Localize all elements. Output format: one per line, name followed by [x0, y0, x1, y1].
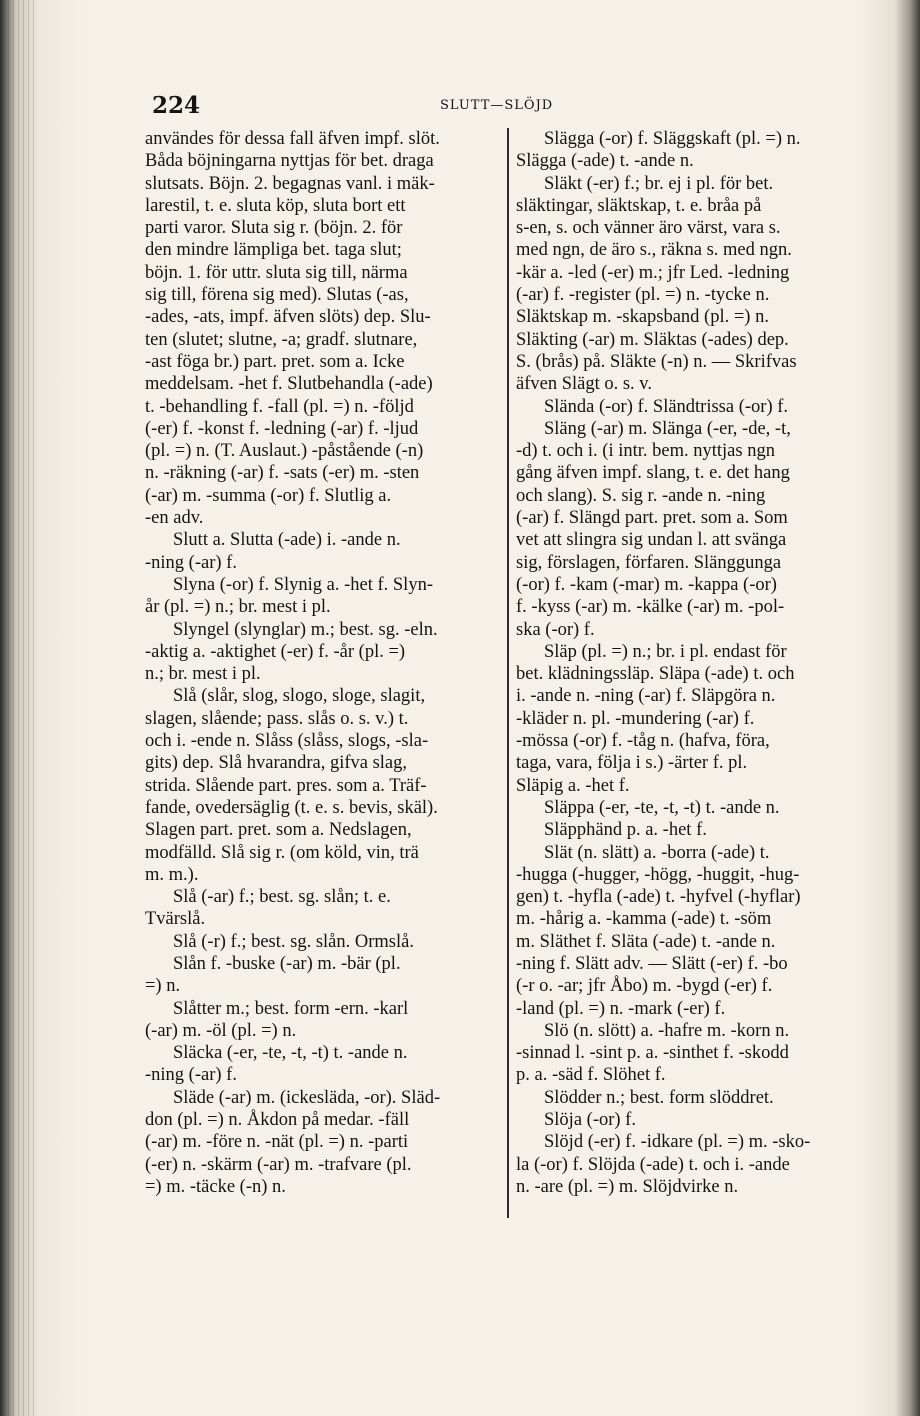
text-line: Släkt (-er) f.; br. ej i pl. för bet. [544, 173, 774, 194]
text-line: Slån f. -buske (-ar) m. -bär (pl. [173, 953, 401, 974]
text-line: gits) dep. Slå hvarandra, gifva slag, [145, 753, 408, 774]
text-line: -ning f. Slätt adv. — Slätt (-er) f. -bo [516, 953, 788, 974]
text-line: s-en, s. och vänner äro värst, vara s. [516, 218, 781, 239]
text-line: -ning (-ar) f. [145, 1065, 237, 1086]
text-line: sig, förslagen, förfaren. Slänggunga [516, 552, 782, 573]
text-line: t. -behandling f. -fall (pl. =) n. -följd [145, 396, 414, 417]
text-line: =) n. [145, 976, 181, 997]
text-line: Tvärslå. [145, 909, 206, 930]
text-line: slagen, slående; pass. slås o. s. v.) t. [145, 708, 409, 729]
text-line: Släktskap m. -skapsband (pl. =) n. [516, 307, 769, 328]
text-line: larestil, t. e. sluta köp, sluta bort ett [145, 195, 406, 216]
text-line: Släng (-ar) m. Slänga (-er, -de, -t, [544, 418, 791, 439]
text-line: Slutt a. Slutta (-ade) i. -ande n. [173, 530, 401, 551]
text-line: Slägga (-ade) t. -ande n. [516, 151, 694, 172]
text-line: m. Släthet f. Släta (-ade) t. -ande n. [516, 931, 776, 952]
text-line: -ast föga br.) part. pret. som a. Icke [145, 351, 405, 372]
column-divider [507, 128, 509, 1218]
text-line: ten (slutet; slutne, -a; gradf. slutnare, [145, 329, 418, 350]
text-line: (-or) f. -kam (-mar) m. -kappa (-or) [516, 574, 777, 595]
text-line: Släcka (-er, -te, -t, -t) t. -ande n. [173, 1043, 408, 1064]
text-line: användes för dessa fall äfven impf. slöt. [145, 129, 440, 149]
text-line: -kläder n. pl. -mundering (-ar) f. [516, 708, 755, 729]
text-line: S. (brås) på. Släkte (-n) n. — Skrifvas [516, 351, 797, 372]
text-line: -kär a. -led (-er) m.; jfr Led. -ledning [516, 262, 790, 283]
text-line: Slå (-ar) f.; best. sg. slån; t. e. [173, 887, 391, 908]
text-line: släktingar, släktskap, t. e. bråa på [516, 195, 762, 216]
text-line: (-ar) m. -öl (pl. =) n. [145, 1020, 297, 1041]
text-line: Släpig a. -het f. [516, 775, 630, 796]
text-line: (-ar) f. -register (pl. =) n. -tycke n. [516, 285, 770, 306]
text-line: Slägga (-or) f. Släggskaft (pl. =) n. [544, 129, 801, 149]
text-line: Slät (n. slätt) a. -borra (-ade) t. [544, 842, 770, 863]
text-line: sig till, förena sig med). Slutas (-as, [145, 285, 409, 306]
text-line: (-ar) m. -före n. -nät (pl. =) n. -parti [145, 1132, 409, 1153]
text-line: Släpphänd p. a. -het f. [544, 820, 707, 841]
text-line: böjn. 1. för uttr. sluta sig till, närma [145, 262, 408, 283]
text-line: meddelsam. -het f. Slutbehandla (-ade) [145, 374, 433, 395]
text-line: -ning (-ar) f. [145, 552, 237, 573]
text-line: don (pl. =) n. Åkdon på medar. -fäll [145, 1110, 410, 1131]
text-line: bet. klädningssläp. Släpa (-ade) t. och [516, 664, 795, 685]
text-line: strida. Slående part. pres. som a. Träf- [145, 775, 427, 796]
text-line: (-ar) f. Slängd part. pret. som a. Som [516, 508, 788, 529]
text-line: äfven Slägt o. s. v. [516, 374, 652, 395]
text-line: Slöjd (-er) f. -idkare (pl. =) m. -sko- [544, 1132, 811, 1153]
text-line: i. -ande n. -ning (-ar) f. Släpgöra n. [516, 686, 776, 707]
text-line: n.; br. mest i pl. [145, 664, 261, 685]
text-line: (pl. =) n. (T. Auslaut.) -påstående (-n) [145, 441, 424, 462]
text-line: n. -räkning (-ar) f. -sats (-er) m. -sten [145, 463, 420, 484]
binding-edge [8, 0, 38, 1416]
text-line: parti varor. Sluta sig r. (böjn. 2. för [145, 218, 403, 239]
text-line: år (pl. =) n.; br. mest i pl. [145, 597, 331, 618]
text-line: -hugga (-hugger, -högg, -huggit, -hug- [516, 864, 800, 885]
text-line: f. -kyss (-ar) m. -kälke (-ar) m. -pol- [516, 597, 785, 618]
left-column [145, 128, 503, 1198]
page-number: 224 [152, 92, 201, 119]
text-line: Släkting (-ar) m. Släktas (-ades) dep. [516, 329, 789, 350]
text-line: ska (-or) f. [516, 619, 595, 640]
text-line: =) m. -täcke (-n) n. [145, 1176, 286, 1197]
text-line: med ngn, de äro s., räkna s. med ngn. [516, 240, 792, 261]
text-line: Slå (slår, slog, slogo, sloge, slagit, [173, 686, 426, 707]
text-line: Släde (-ar) m. (ickesläda, -or). Släd- [173, 1087, 441, 1108]
text-line: (-er) n. -skärm (-ar) m. -trafvare (pl. [145, 1154, 412, 1175]
text-line: Slända (-or) f. Sländtrissa (-or) f. [544, 396, 789, 417]
text-line: Slöja (-or) f. [544, 1110, 636, 1131]
text-line: m. m.). [145, 864, 199, 885]
text-line: modfälld. Slå sig r. (om köld, vin, trä [145, 842, 419, 863]
text-line: -land (pl. =) n. -mark (-er) f. [516, 998, 726, 1019]
right-column [516, 128, 872, 1198]
text-line: Släppa (-er, -te, -t, -t) t. -ande n. [544, 797, 780, 818]
text-line: (-ar) m. -summa (-or) f. Slutlig a. [145, 485, 392, 506]
text-line: Slyna (-or) f. Slynig a. -het f. Slyn- [173, 574, 433, 595]
text-line: p. a. -säd f. Slöhet f. [516, 1065, 666, 1086]
text-line: och i. -ende n. Slåss (slåss, slogs, -sla- [145, 731, 429, 752]
text-line: och slang). S. sig r. -ande n. -ning [516, 485, 766, 506]
running-head: SLUTT—SLÖJD [440, 98, 554, 113]
text-line: gen) t. -hyfla (-ade) t. -hyfvel (-hyflar) [516, 887, 801, 908]
text-line: vet att slingra sig undan l. att svänga [516, 530, 787, 551]
text-line: m. -hårig a. -kamma (-ade) t. -söm [516, 909, 772, 930]
text-line: (-er) f. -konst f. -ledning (-ar) f. -ljud [145, 418, 419, 439]
text-line: Slö (n. slött) a. -hafre m. -korn n. [544, 1020, 790, 1041]
text-line: -mössa (-or) f. -tåg n. (hafva, föra, [516, 731, 770, 752]
page-header [140, 92, 880, 122]
text-line: gång äfven impf. slang, t. e. det hang [516, 463, 790, 484]
text-line: -d) t. och i. (i intr. bem. nyttjas ngn [516, 441, 775, 462]
text-line: Båda böjningarna nyttjas för bet. draga [145, 151, 434, 172]
text-line: Slödder n.; best. form slöddret. [544, 1087, 774, 1108]
text-line: -ades, -ats, impf. äfven slöts) dep. Slu- [145, 307, 431, 328]
text-line: n. -are (pl. =) m. Slöjdvirke n. [516, 1176, 739, 1197]
text-line: -sinnad l. -sint p. a. -sinthet f. -skodd [516, 1043, 789, 1064]
text-line: taga, vara, följa i s.) -ärter f. pl. [516, 753, 748, 774]
text-line: slutsats. Böjn. 2. begagnas vanl. i mäk- [145, 173, 435, 194]
text-line: Slåtter m.; best. form -ern. -karl [173, 998, 409, 1019]
text-line: -aktig a. -aktighet (-er) f. -år (pl. =) [145, 641, 406, 662]
text-line: den mindre lämpliga bet. taga slut; [145, 240, 402, 261]
text-line: -en adv. [145, 508, 204, 529]
text-line: fande, ovedersäglig (t. e. s. bevis, skäl). [145, 797, 438, 818]
text-line: Slagen part. pret. som a. Nedslagen, [145, 820, 412, 841]
text-line: Slå (-r) f.; best. sg. slån. Ormslå. [173, 931, 414, 952]
text-line: la (-or) f. Slöjda (-ade) t. och i. -ande [516, 1154, 790, 1175]
text-line: Släp (pl. =) n.; br. i pl. endast för [544, 641, 787, 662]
text-line: Slyngel (slynglar) m.; best. sg. -eln. [173, 619, 438, 640]
text-line: (-r o. -ar; jfr Åbo) m. -bygd (-er) f. [516, 976, 773, 997]
